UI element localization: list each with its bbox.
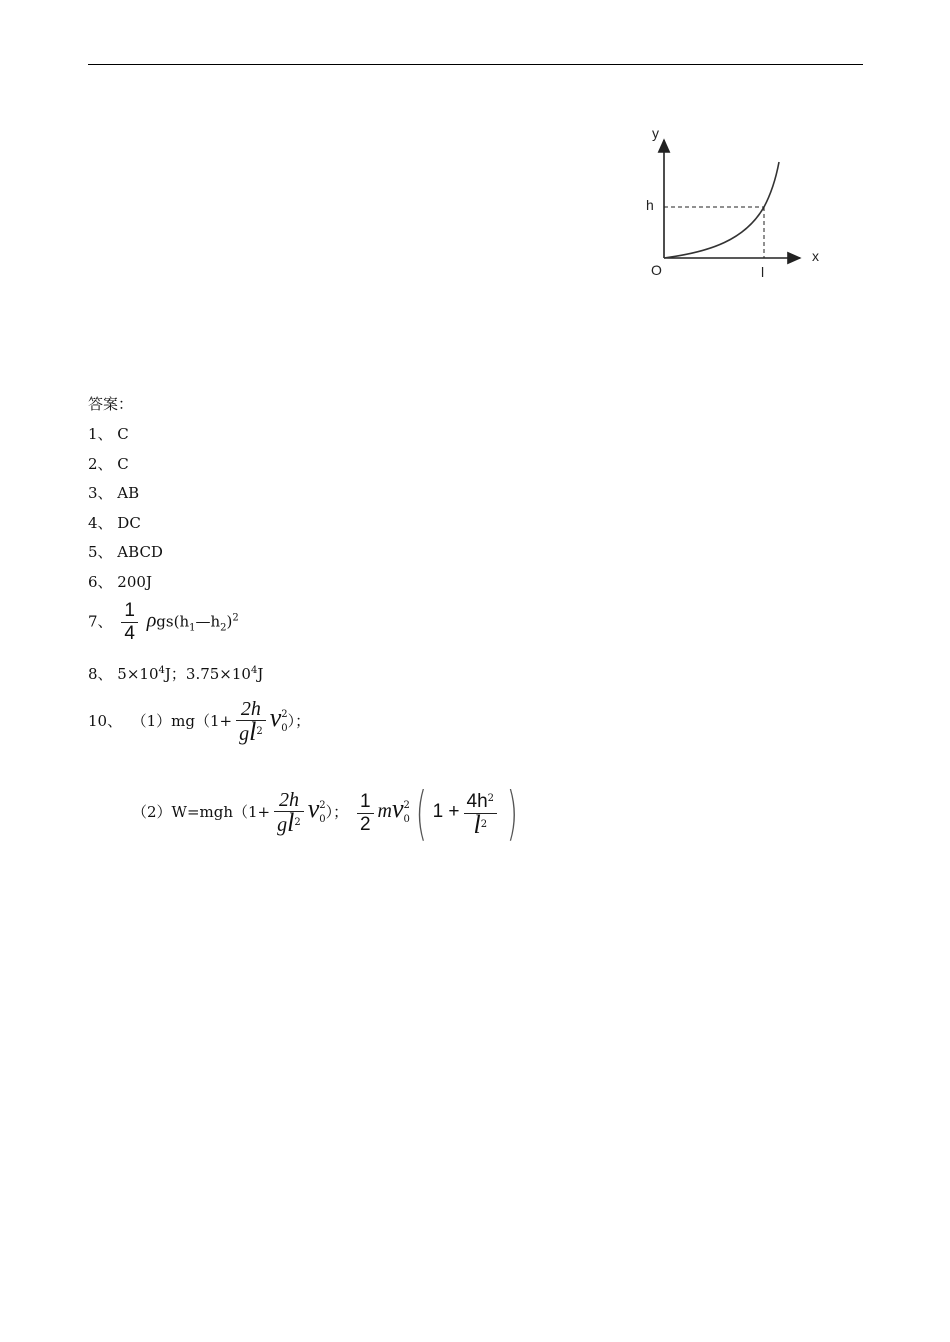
v0-sup-sub: 2 0	[281, 709, 288, 734]
left-paren: (	[415, 779, 427, 847]
den-l: l	[249, 717, 257, 746]
den-sq: 2	[294, 817, 301, 828]
answer-8	[88, 661, 263, 684]
v0-sup-sub: 2 0	[403, 800, 410, 825]
answer-8-part2: J；3.75×10	[164, 665, 251, 683]
answer-8-part3: J	[257, 665, 264, 683]
right-paren: )	[506, 779, 519, 847]
curve	[664, 162, 779, 258]
answer-1: 1、 C	[88, 425, 129, 443]
m-symbol: m	[377, 800, 392, 822]
v-symbol: v	[307, 794, 320, 823]
answer-7-body: gs(h	[156, 612, 190, 631]
answer-7-close: )	[226, 612, 233, 631]
answer-7-label: 7、	[88, 612, 113, 631]
den-l: l	[287, 808, 295, 837]
numerator-4h: 4h	[466, 790, 488, 812]
answer-8-part1: 8、 5×10	[88, 665, 159, 683]
superscript-2: 2	[232, 612, 239, 624]
answers-heading: 答案：	[88, 395, 134, 413]
den-g: g	[277, 814, 288, 836]
subscript-2: 2	[220, 622, 227, 634]
answer-10-label: 10、	[88, 712, 123, 730]
l-label: l	[761, 264, 765, 280]
one-plus: 1 +	[432, 801, 460, 822]
header-rule	[88, 64, 863, 65]
den-l: l	[473, 809, 481, 839]
answer-10-p2-prefix: （2）W=mgh（1+	[132, 803, 271, 821]
origin-label: O	[651, 262, 662, 278]
answer-5: 5、 ABCD	[88, 543, 163, 561]
fraction-numerator: 2h	[274, 789, 304, 812]
subscript-1: 1	[189, 622, 196, 634]
answer-7	[88, 600, 239, 645]
h-label: h	[646, 197, 654, 213]
fraction-numerator: 1	[357, 791, 374, 814]
den-g: g	[239, 723, 250, 745]
answer-3: 3、 AB	[88, 484, 140, 502]
curve-diagram	[640, 120, 830, 280]
fraction-numerator: 1	[121, 600, 138, 623]
x-axis-label: x	[812, 248, 819, 264]
den-sq: 2	[256, 726, 263, 737]
fraction-4h2-l2	[464, 788, 498, 839]
answer-10-p1-prefix: （1）mg（1+	[131, 712, 233, 730]
v-symbol: v	[392, 794, 404, 823]
fraction-one-quarter	[121, 600, 138, 645]
fraction-2h-gl2	[274, 789, 304, 837]
answer-6: 6、 200J	[88, 573, 152, 591]
den-sq: 2	[480, 818, 488, 830]
rho-symbol: ρ	[146, 609, 157, 632]
y-axis-label: y	[652, 125, 659, 141]
answer-7-minus: —h	[195, 612, 221, 631]
fraction-one-half	[357, 791, 374, 836]
answer-4: 4、 DC	[88, 514, 141, 532]
num-sq: 2	[487, 792, 495, 804]
fraction-2h-gl2	[236, 698, 266, 746]
v-symbol: v	[269, 703, 282, 732]
answer-10-part1	[88, 698, 310, 746]
answer-8-exp2: 4	[250, 665, 258, 676]
answer-10-p1-suffix: ）；	[287, 712, 311, 730]
fraction-denominator: 4	[124, 623, 135, 644]
fraction-numerator: 2h	[236, 698, 266, 721]
answer-10-part2	[132, 779, 524, 847]
fraction-denominator: 2	[359, 813, 371, 835]
answer-10-p2-suffix: ）；	[325, 803, 349, 821]
answer-2: 2、 C	[88, 455, 129, 473]
answer-8-exp1: 4	[158, 665, 165, 676]
v0-sup-sub: 2 0	[319, 800, 326, 825]
